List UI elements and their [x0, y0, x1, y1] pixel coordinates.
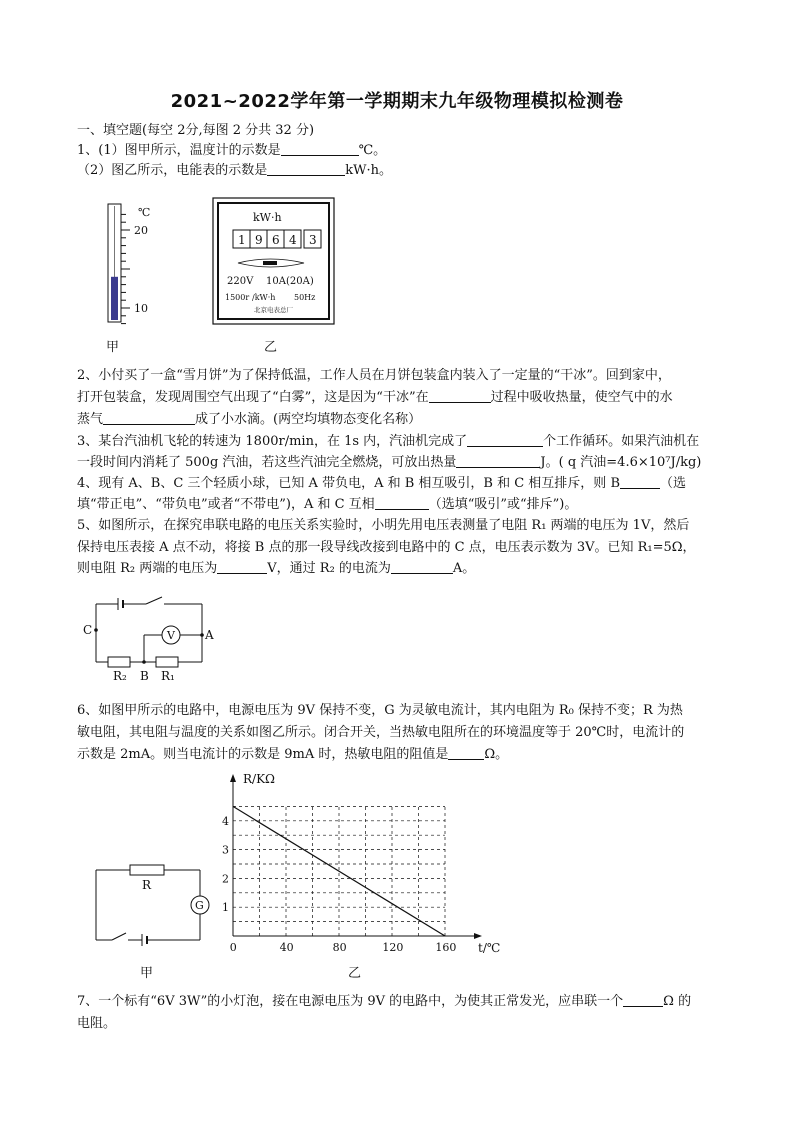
- point-b-label: B: [140, 669, 149, 683]
- q2-text-d: 成了小水滴。(两空均填物态变化名称）: [195, 412, 422, 427]
- question-2-line-3: [77, 410, 729, 430]
- switch-lever: [112, 933, 126, 940]
- chart-x-tick-label: 80: [332, 941, 347, 954]
- answer-blank[interactable]: [267, 161, 345, 176]
- answer-blank[interactable]: [456, 453, 540, 468]
- q2-text-c: 蒸气: [77, 412, 104, 427]
- answer-blank[interactable]: [429, 388, 491, 403]
- point-c-label: C: [83, 623, 93, 637]
- section-header: 一、填空题(每空 2分,每图 2 分共 32 分): [77, 123, 315, 138]
- question-3-line-1: [77, 432, 729, 452]
- switch-lever: [146, 597, 162, 604]
- question-2-line-1: 2、小付买了一盒“雪月饼”为了保持低温，工作人员在月饼包装盒内装入了一定量的“干冰”。回到家中，: [77, 368, 671, 383]
- thermometer-tick-20: 20: [134, 224, 148, 237]
- q7-text-b: Ω 的: [663, 994, 692, 1009]
- caption-yi-2: 乙: [348, 966, 362, 981]
- r1-label: R₁: [161, 669, 175, 683]
- meter-disc-mark: [263, 261, 277, 265]
- meter-maker: 北京电表总厂: [254, 306, 293, 314]
- y-axis-arrow-icon: [230, 774, 236, 782]
- q2-text-b: 过程中吸收热量，使空气中的水: [490, 390, 673, 405]
- figure-1: [80, 192, 360, 332]
- chart-x-tick-label: 120: [382, 941, 404, 954]
- voltmeter-label: V: [167, 629, 175, 642]
- answer-blank[interactable]: [623, 992, 663, 1007]
- q5-text-a: 则电阻 R₂ 两端的电压为: [77, 561, 218, 576]
- answer-blank[interactable]: [448, 745, 484, 760]
- chart-x-tick-label: 160: [435, 941, 457, 954]
- q7-text-a: 7、一个标有“6V 3W”的小灯泡，接在电源电压为 9V 的电路中，为使其正常发光，应串联一个: [77, 994, 624, 1009]
- q3-text-c: 一段时间内消耗了 500g 汽油，若这些汽油完全燃烧，可放出热量: [77, 455, 457, 470]
- galvanometer-label: G: [195, 899, 204, 912]
- meter-digits: [233, 230, 321, 248]
- question-6-line-2: 敏电阻，其电阻与温度的关系如图乙所示。闭合开关，当热敏电阻所在的环境温度等于 20℃时，电流计的: [77, 725, 685, 740]
- answer-blank[interactable]: [103, 410, 195, 425]
- x-axis-arrow-icon: [474, 933, 482, 939]
- q4-text-c: 填“带正电”、“带负电”或者“不带电”)，A 和 C 互相: [77, 497, 375, 512]
- resistor-r1: [156, 657, 178, 667]
- chart-x-tick-label: 40: [279, 941, 294, 954]
- question-1b: [77, 161, 729, 181]
- r2-label: R₂: [113, 669, 127, 683]
- q4-text-d: （选填“吸引”或“排斥”)。: [428, 497, 578, 512]
- q1b-text: （2）图乙所示，电能表的示数是: [77, 163, 268, 178]
- caption-jia-2: 甲: [140, 966, 154, 981]
- answer-blank[interactable]: [281, 141, 359, 156]
- question-4-line-2: [77, 495, 729, 515]
- chart-x-label: t/℃: [478, 941, 501, 955]
- chart-x-tick-label: 0: [229, 941, 237, 954]
- thermometer-unit: ℃: [138, 206, 151, 219]
- caption-yi: 乙: [264, 340, 278, 355]
- chart-y-tick-label: 4: [222, 814, 229, 828]
- meter-digit-5: 3: [309, 233, 317, 247]
- q6-text-a: 示数是 2mA。则当电流计的示数是 9mA 时，热敏电阻的阻值是: [77, 747, 449, 762]
- q1a-text: 1、(1）图甲所示，温度计的示数是: [77, 143, 281, 158]
- q5-text-c: A。: [452, 561, 476, 576]
- figure-6-chart: [210, 766, 510, 966]
- question-2-line-2: [77, 388, 729, 408]
- caption-jia: 甲: [106, 340, 120, 355]
- question-5-line-2: 保持电压表接 A 点不动，将接 B 点的那一段导线改接到电路中的 C 点，电压表示数为 3V。已知 R₁=5Ω，: [77, 540, 696, 555]
- q2-text-a: 打开包装盒，发现周围空气出现了“白雾”，这是因为“干冰”在: [77, 390, 429, 405]
- figure-6-circuit: [90, 860, 220, 955]
- question-6-line-1: 6、如图甲所示的电路中，电源电压为 9V 保持不变，G 为灵敏电流计，其内电阻为 R₀ 保持不变；R 为热: [77, 703, 683, 718]
- chart-y-tick-label: 1: [222, 901, 229, 915]
- chart-y-tick-label: 3: [222, 843, 229, 857]
- q3-text-b: 个工作循环。如果汽油机在: [543, 434, 700, 449]
- answer-blank[interactable]: [375, 495, 429, 510]
- answer-blank[interactable]: [217, 559, 267, 574]
- question-5-line-1: 5、如图所示，在探究串联电路的电压关系实验时，小明先用电压表测量了电阻 R₁ 两端的电压为 1V，然后: [77, 518, 690, 533]
- energy-meter: [213, 198, 334, 324]
- q4-text-b: （选: [660, 476, 687, 491]
- meter-digit-2: 9: [255, 233, 263, 247]
- thermometer-liquid: [111, 277, 118, 320]
- r-label: R: [142, 878, 152, 892]
- question-7-line-1: [77, 992, 729, 1012]
- chart-y-label: R/KΩ: [243, 772, 275, 786]
- page-title: 2021~2022学年第一学期期末九年级物理模拟检测卷: [170, 91, 624, 112]
- question-7-line-2: 电阻。: [77, 1016, 117, 1031]
- question-5-line-3: [77, 559, 729, 579]
- meter-frequency: 50Hz: [294, 293, 316, 302]
- q4-text-a: 4、现有 A、B、C 三个轻质小球，已知 A 带负电，A 和 B 相互吸引，B 和 C 相互排斥，则 B: [77, 476, 620, 491]
- thermistor-r: [130, 865, 164, 875]
- chart-y-tick-label: 2: [222, 872, 229, 886]
- resistor-r2: [108, 657, 130, 667]
- q5-text-b: V，通过 R₂ 的电流为: [267, 561, 391, 576]
- meter-digit-1: 1: [238, 233, 246, 247]
- meter-digit-3: 6: [272, 233, 280, 247]
- question-1a: [77, 141, 729, 161]
- q3-text-a: 3、某台汽油机飞轮的转速为 1800r/min，在 1s 内，汽油机完成了: [77, 434, 468, 449]
- answer-blank[interactable]: [391, 559, 453, 574]
- figure-5-circuit: [78, 590, 228, 685]
- question-4-line-1: [77, 474, 729, 494]
- answer-blank[interactable]: [467, 432, 543, 447]
- meter-constant: 1500r: [225, 293, 250, 302]
- q3-text-d: J。( q 汽油=4.6×10⁷J/kg): [540, 455, 702, 470]
- q1a-unit: ℃。: [358, 143, 387, 158]
- question-6-line-3: [77, 745, 729, 765]
- meter-rating: 220V 10A(20A): [227, 276, 314, 287]
- q1b-unit: kW·h。: [345, 163, 393, 178]
- q6-text-b: Ω。: [484, 747, 509, 762]
- meter-constant-unit: /kW·h: [252, 293, 276, 302]
- thermometer-tick-10: 10: [134, 302, 148, 315]
- meter-digit-4: 4: [289, 233, 297, 247]
- question-3-line-2: [77, 453, 729, 473]
- answer-blank[interactable]: [620, 474, 660, 489]
- meter-unit: kW·h: [253, 211, 282, 224]
- chart-axes: [230, 774, 482, 939]
- point-a-label: A: [205, 628, 214, 642]
- thermometer: [108, 204, 150, 324]
